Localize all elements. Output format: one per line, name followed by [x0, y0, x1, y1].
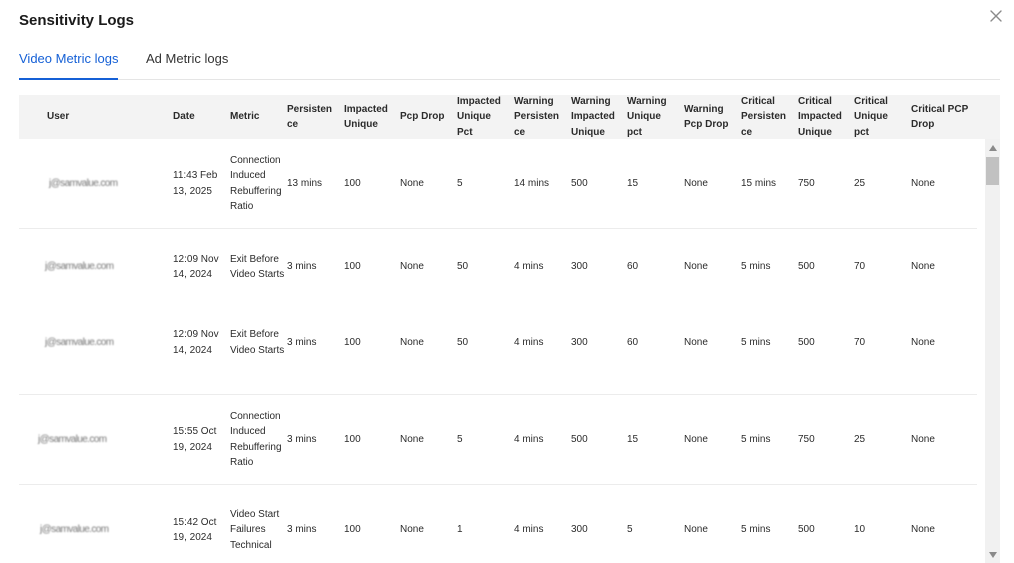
- scroll-down-button[interactable]: [985, 550, 1000, 560]
- cell-warning-persistence: 4 mins: [514, 336, 544, 348]
- cell-warning-impacted-unique: 500: [571, 433, 588, 445]
- cell-pcp-drop: None: [400, 336, 424, 348]
- cell-date: 15:42 Oct 19, 2024: [173, 516, 217, 543]
- cell-critical-unique-pct: 70: [854, 261, 866, 273]
- cell-warning-pcp-drop: None: [684, 524, 708, 536]
- close-button[interactable]: [987, 7, 1005, 25]
- cell-user: j@samvalue.com: [45, 261, 114, 273]
- cell-impacted-unique: 100: [344, 177, 361, 189]
- cell-critical-impacted-unique: 500: [798, 336, 815, 348]
- tab-bar: [19, 44, 1000, 80]
- cell-warning-unique-pct: 5: [627, 524, 633, 536]
- cell-warning-persistence: 4 mins: [514, 524, 544, 536]
- cell-critical-pcp-drop: None: [911, 336, 935, 348]
- cell-critical-unique-pct: 25: [854, 177, 866, 189]
- cell-metric: Video Start Failures Technical: [230, 508, 280, 551]
- cell-critical-persistence: 5 mins: [741, 261, 771, 273]
- column-header-warning-unique-pct: Warning Unique pct: [627, 95, 667, 138]
- column-header-user: User: [47, 111, 70, 123]
- cell-warning-pcp-drop: None: [684, 261, 708, 273]
- column-header-critical-impacted-unique: Critical Impacted Unique: [798, 95, 842, 138]
- cell-persistence: 3 mins: [287, 524, 317, 536]
- column-header-pcp-drop: Pcp Drop: [400, 111, 445, 123]
- column-header-warning-persistence: Warning Persisten ce: [514, 95, 560, 138]
- cell-warning-unique-pct: 15: [627, 177, 639, 189]
- cell-critical-impacted-unique: 750: [798, 177, 815, 189]
- active-tab-indicator: [19, 78, 118, 80]
- column-header-critical-pcp-drop: Critical PCP Drop: [911, 103, 969, 130]
- cell-warning-persistence: 4 mins: [514, 261, 544, 273]
- table-row[interactable]: [19, 395, 977, 485]
- cell-impacted-unique: 100: [344, 336, 361, 348]
- cell-warning-pcp-drop: None: [684, 433, 708, 445]
- column-header-metric: Metric: [230, 111, 260, 123]
- column-header-impacted-unique: Impacted Unique: [344, 103, 388, 130]
- cell-critical-impacted-unique: 500: [798, 261, 815, 273]
- cell-pcp-drop: None: [400, 524, 424, 536]
- column-header-date: Date: [173, 111, 195, 123]
- cell-critical-unique-pct: 25: [854, 433, 866, 445]
- cell-persistence: 3 mins: [287, 433, 317, 445]
- triangle-up-icon: [989, 145, 997, 151]
- cell-critical-persistence: 5 mins: [741, 336, 771, 348]
- cell-warning-impacted-unique: 300: [571, 261, 588, 273]
- cell-warning-persistence: 14 mins: [514, 177, 550, 189]
- cell-impacted-unique: 100: [344, 524, 361, 536]
- cell-date: 11:43 Feb 13, 2025: [173, 170, 218, 197]
- table-row[interactable]: [19, 485, 977, 563]
- cell-persistence: 3 mins: [287, 336, 317, 348]
- cell-metric: Exit Before Video Starts: [230, 253, 285, 280]
- cell-persistence: 13 mins: [287, 177, 323, 189]
- logs-table: [19, 95, 1000, 563]
- column-header-impacted-unique-pct: Impacted Unique Pct: [457, 95, 501, 138]
- cell-date: 15:55 Oct 19, 2024: [173, 426, 217, 453]
- tab-video-metric-logs[interactable]: Video Metric logs: [19, 51, 119, 66]
- column-header-critical-persistence: Critical Persisten ce: [741, 95, 787, 138]
- modal-title: Sensitivity Logs: [19, 12, 135, 29]
- scroll-up-button[interactable]: [985, 143, 1000, 153]
- triangle-down-icon: [989, 552, 997, 558]
- cell-impacted-unique-pct: 50: [457, 261, 469, 273]
- cell-warning-unique-pct: 60: [627, 336, 639, 348]
- cell-warning-unique-pct: 15: [627, 433, 639, 445]
- cell-critical-pcp-drop: None: [911, 524, 935, 536]
- cell-metric: Exit Before Video Starts: [230, 329, 285, 356]
- cell-warning-pcp-drop: None: [684, 177, 708, 189]
- cell-impacted-unique-pct: 5: [457, 177, 463, 189]
- cell-impacted-unique: 100: [344, 433, 361, 445]
- column-header-critical-unique-pct: Critical Unique pct: [854, 95, 888, 138]
- cell-impacted-unique: 100: [344, 261, 361, 273]
- cell-warning-impacted-unique: 500: [571, 177, 588, 189]
- table-row[interactable]: [19, 139, 977, 229]
- cell-pcp-drop: None: [400, 177, 424, 189]
- cell-date: 12:09 Nov 14, 2024: [173, 329, 219, 356]
- cell-critical-persistence: 5 mins: [741, 433, 771, 445]
- cell-warning-unique-pct: 60: [627, 261, 639, 273]
- cell-pcp-drop: None: [400, 433, 424, 445]
- column-header-warning-pcp-drop: Warning Pcp Drop: [684, 103, 729, 130]
- cell-critical-pcp-drop: None: [911, 433, 935, 445]
- cell-warning-impacted-unique: 300: [571, 336, 588, 348]
- cell-critical-impacted-unique: 500: [798, 524, 815, 536]
- table-header: [19, 95, 1000, 139]
- cell-user: j@samvalue.com: [38, 433, 107, 445]
- cell-impacted-unique-pct: 5: [457, 433, 463, 445]
- cell-date: 12:09 Nov 14, 2024: [173, 253, 219, 280]
- cell-persistence: 3 mins: [287, 261, 317, 273]
- scrollbar-thumb[interactable]: [986, 157, 999, 185]
- cell-pcp-drop: None: [400, 261, 424, 273]
- cell-impacted-unique-pct: 50: [457, 336, 469, 348]
- cell-critical-pcp-drop: None: [911, 177, 935, 189]
- table-row[interactable]: [19, 305, 977, 395]
- column-header-warning-impacted-unique: Warning Impacted Unique: [571, 95, 615, 138]
- cell-warning-impacted-unique: 300: [571, 524, 588, 536]
- cell-warning-pcp-drop: None: [684, 336, 708, 348]
- cell-user: j@samvalue.com: [45, 336, 114, 348]
- cell-critical-unique-pct: 10: [854, 524, 866, 536]
- cell-user: j@samvalue.com: [49, 177, 118, 189]
- cell-metric: Connection Induced Rebuffering Ratio: [230, 410, 282, 468]
- column-header-persistence: Persisten ce: [287, 103, 333, 130]
- tab-ad-metric-logs[interactable]: Ad Metric logs: [146, 51, 229, 66]
- cell-impacted-unique-pct: 1: [457, 524, 463, 536]
- vertical-scrollbar[interactable]: [985, 139, 1000, 563]
- cell-critical-unique-pct: 70: [854, 336, 866, 348]
- table-row[interactable]: [19, 229, 977, 305]
- cell-critical-pcp-drop: None: [911, 261, 935, 273]
- table-body: [19, 139, 985, 563]
- cell-critical-impacted-unique: 750: [798, 433, 815, 445]
- cell-metric: Connection Induced Rebuffering Ratio: [230, 154, 282, 212]
- cell-user: j@samvalue.com: [40, 524, 109, 536]
- cell-critical-persistence: 5 mins: [741, 524, 771, 536]
- cell-critical-persistence: 15 mins: [741, 177, 777, 189]
- cell-warning-persistence: 4 mins: [514, 433, 544, 445]
- close-icon: [987, 7, 1005, 25]
